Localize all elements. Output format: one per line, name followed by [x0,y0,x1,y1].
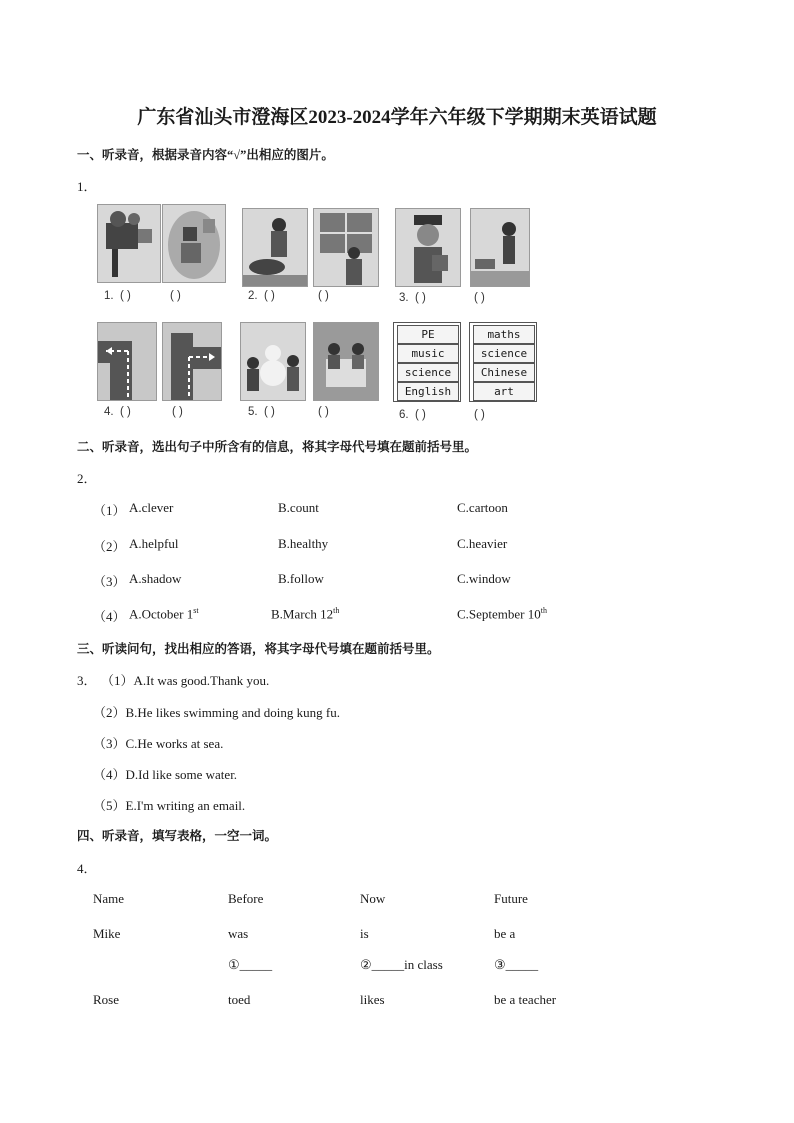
row-1-index: （1） [93,503,126,518]
group-6-answer-a[interactable]: ( ) [415,409,426,421]
answer-option-e: （5）E.I'm writing an email. [93,798,246,813]
picnic-picture [313,322,379,401]
subject-science: science [397,363,459,382]
subject-chinese: Chinese [473,363,535,382]
row-1-option-c: C.cartoon [457,500,508,515]
row-3-option-a: A.shadow [129,571,182,586]
group-2-answer-b[interactable]: ( ) [318,290,329,302]
rose-name: Rose [93,992,119,1007]
group-1-number: 1. [104,290,114,302]
mike-now: is [360,926,369,941]
rose-future: be a teacher [494,992,557,1007]
subject-english: English [397,382,459,401]
row-2-option-c: C.heavier [457,536,508,551]
question-4-number: 4． [77,861,97,876]
turn-right-sign-picture [162,322,222,401]
mike-name: Mike [93,926,121,941]
group-4-answer-b[interactable]: ( ) [172,406,183,418]
row-2-option-a: A.helpful [129,536,179,551]
subject-science: science [473,344,535,363]
row-3-option-b: B.follow [278,571,324,586]
row-1-option-b: B.count [278,500,319,515]
snowman-picture [240,322,306,401]
group-2-number: 2. [248,290,258,302]
answer-option-a: （1）A.It was good.Thank you. [101,673,270,688]
subjects-card-b [469,322,537,402]
group-3-answer-a[interactable]: ( ) [415,292,426,304]
section4-heading: 四、听录音，填写表格，一空一词。 [77,829,278,843]
blank-3[interactable]: ③_____ [494,957,539,972]
group-5-answer-a[interactable]: ( ) [264,406,275,418]
blank-2[interactable]: ②_____in class [360,957,443,972]
row-2-index: （2） [93,539,126,554]
row-4-index: （4） [93,609,126,624]
group-5-number: 5. [248,406,258,418]
row-2-option-b: B.healthy [278,536,329,551]
header-future: Future [494,891,528,906]
group-4-number: 4. [104,406,114,418]
question-3-number: 3． [77,673,97,688]
section1-heading: 一、听录音，根据录音内容“√”出相应的图片。 [77,148,334,162]
subject-music: music [397,344,459,363]
subject-pe: PE [397,325,459,344]
robot-mirror-picture [162,204,226,283]
group-1-answer-a[interactable]: ( ) [120,290,131,302]
turn-left-sign-picture [97,322,157,401]
mike-before: was [228,926,249,941]
header-now: Now [360,891,386,906]
answer-option-c: （3）C.He works at sea. [93,736,224,751]
group-6-number: 6. [399,409,409,421]
row-3-option-c: C.window [457,571,511,586]
group-6-answer-b[interactable]: ( ) [474,409,485,421]
group-4-answer-a[interactable]: ( ) [120,406,131,418]
row-4-option-a: A.October 1st [129,606,199,622]
group-1-answer-b[interactable]: ( ) [170,290,181,302]
header-name: Name [93,891,125,906]
group-5-answer-b[interactable]: ( ) [318,406,329,418]
section2-heading: 二、听录音，选出句子中所含有的信息，将其字母代号填在题前括号里。 [77,440,478,454]
mike-future: be a [494,926,516,941]
group-2-answer-a[interactable]: ( ) [264,290,275,302]
row-4-option-c: C.September 10th [457,606,547,622]
question-1-number: 1． [77,179,97,194]
girl-hat-picture [395,208,461,287]
rose-before: toed [228,992,251,1007]
subject-art: art [473,382,535,401]
page-title: 广东省汕头市澄海区2023-2024学年六年级下学期期末英语试题 [137,107,657,128]
section3-heading: 三、听读问句，找出相应的答语，将其字母代号填在题前括号里。 [77,642,440,656]
blank-1[interactable]: ①_____ [228,957,273,972]
group-3-number: 3. [399,292,409,304]
rose-now: likes [360,992,385,1007]
answer-option-b: （2）B.He likes swimming and doing kung fu. [93,705,340,720]
group-3-answer-b[interactable]: ( ) [474,292,485,304]
row-1-option-a: A.clever [129,500,174,515]
answer-option-d: （4）D.Id like some water. [93,767,238,782]
subject-maths: maths [473,325,535,344]
question-2-number: 2． [77,471,97,486]
boy-dog-picture [470,208,530,287]
window-woman-picture [313,208,379,287]
camera-picture [97,204,161,283]
row-3-index: （3） [93,574,126,589]
header-before: Before [228,891,264,906]
subjects-card-a [393,322,461,402]
washing-picture [242,208,308,287]
row-4-option-b: B.March 12th [271,606,340,622]
